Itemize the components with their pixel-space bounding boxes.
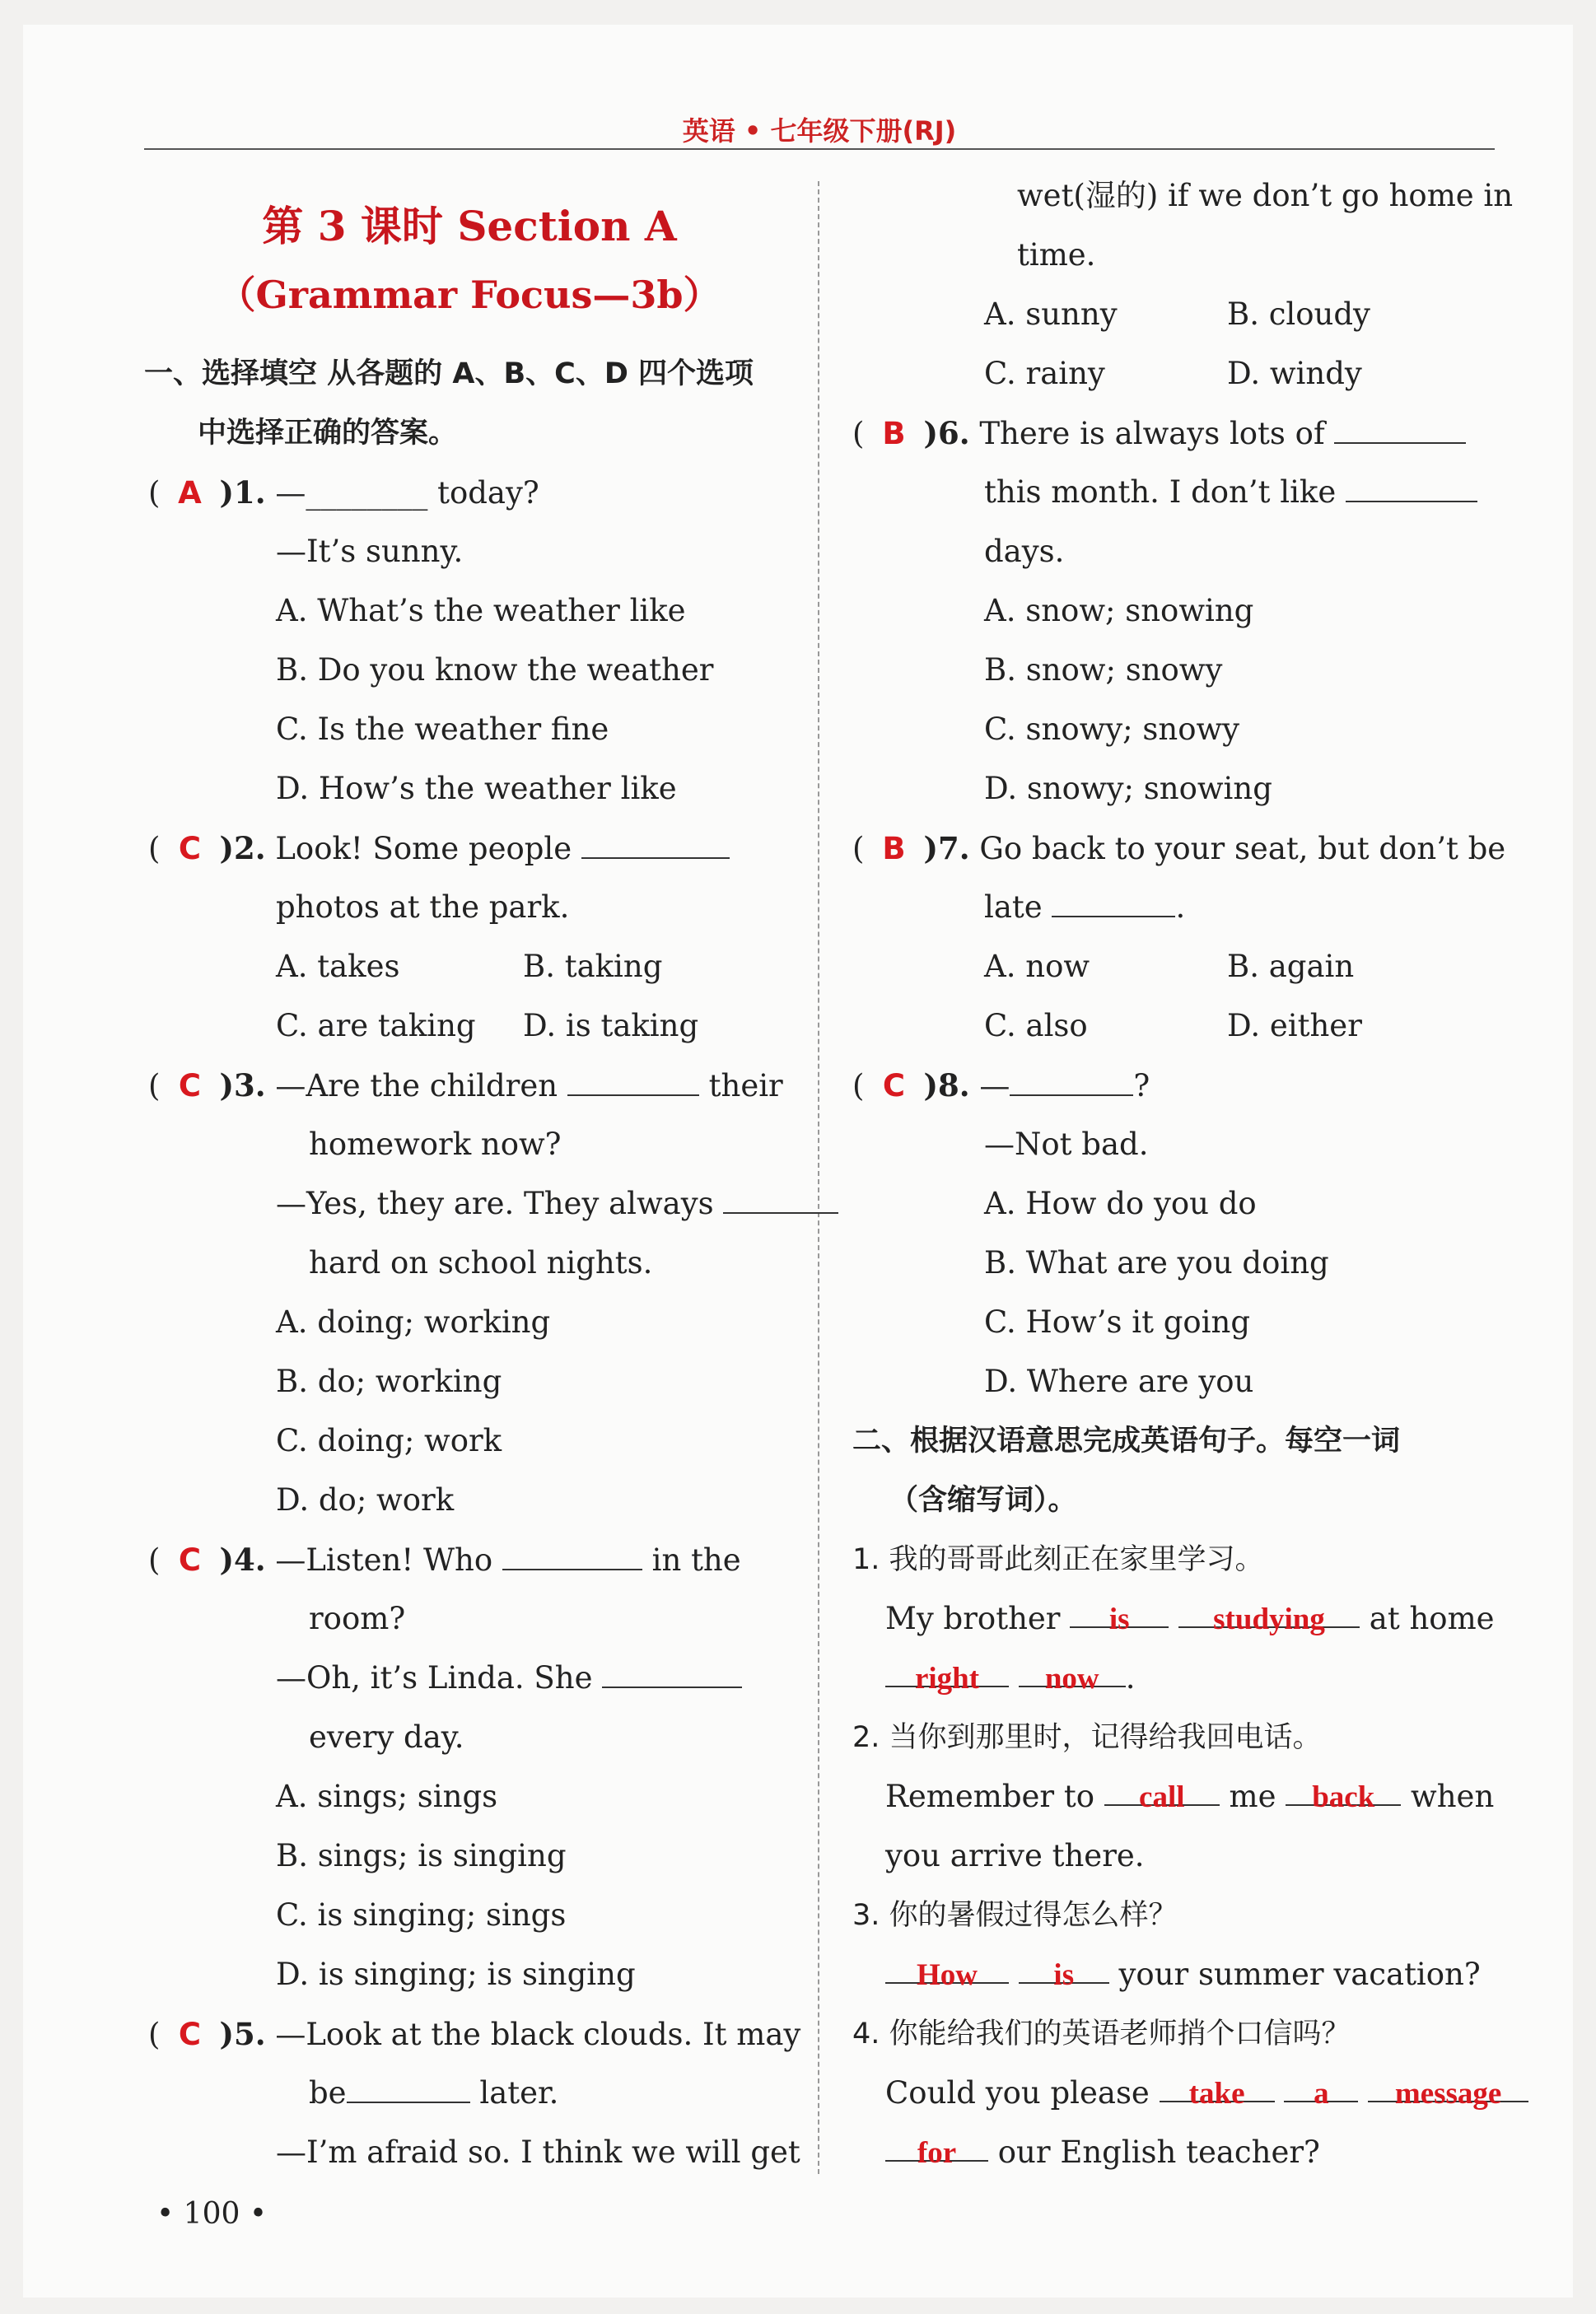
q3-option-a: A. doing; working — [276, 1304, 551, 1340]
q6-blank-1 — [1334, 413, 1466, 444]
header-text: 英语 • 七年级下册(RJ) — [682, 115, 957, 147]
q8-blank — [1010, 1065, 1133, 1096]
q5-answer: C — [178, 2017, 202, 2052]
q7-option-d: D. either — [1227, 1008, 1362, 1043]
column-divider — [818, 181, 819, 2174]
q4-option-a: A. sings; sings — [276, 1779, 498, 1814]
q6-option-a: A. snow; snowing — [984, 593, 1254, 628]
s4-blank-4: for — [885, 2130, 988, 2162]
q5-option-d: D. windy — [1227, 356, 1362, 391]
s2-text-b: me — [1229, 1779, 1276, 1814]
q4-option-d: D. is singing; is singing — [276, 1957, 636, 1992]
q8-option-a: A. How do you do — [984, 1186, 1257, 1221]
q8-option-c: C. How’s it going — [984, 1304, 1251, 1340]
s4-english — [885, 2070, 1528, 2116]
lesson-subtitle: （Grammar Focus—3b） — [217, 273, 721, 317]
q5-option-a: A. sunny — [984, 296, 1118, 332]
q4-stem-cont: room? — [309, 1601, 406, 1636]
q1-option-d: D. How’s the weather like — [276, 771, 677, 806]
s1-blank-4: now — [1019, 1656, 1126, 1687]
s2-english-cont: you arrive there. — [885, 1838, 1145, 1873]
s2-english — [885, 1774, 1494, 1820]
q8-stem: — — [979, 1068, 1010, 1103]
q4-blank-1 — [502, 1539, 642, 1570]
s1-chinese: 1. 我的哥哥此刻正在家里学习。 — [852, 1543, 1264, 1576]
q2-option-c: C. are taking — [276, 1008, 476, 1043]
s1-english — [885, 1596, 1495, 1642]
q3-answer: C — [178, 1068, 202, 1103]
q5-line: ( C )5. —Look at the black clouds. It may — [148, 2011, 800, 2058]
q5-reply-cont-2: time. — [1017, 237, 1096, 273]
s1-blank-2: studying — [1178, 1597, 1360, 1628]
q4-reply-cont: every day. — [309, 1719, 464, 1755]
s4-blank-1: take — [1160, 2071, 1275, 2102]
q1-option-b: B. Do you know the weather — [276, 652, 714, 688]
q1-stem: —________ today? — [275, 475, 539, 511]
page-header — [144, 107, 1495, 150]
q3-option-d: D. do; work — [276, 1482, 455, 1518]
q4-stem-end: in the — [651, 1542, 741, 1578]
q5-stem-be: be — [309, 2075, 347, 2111]
q1-line: ( A )1. —________ today? — [148, 469, 539, 516]
s3-text: your summer vacation? — [1118, 1957, 1481, 1992]
q7-line: ( B )7. Go back to your seat, but don’t be — [852, 825, 1505, 872]
q3-blank-2 — [723, 1183, 838, 1214]
q4-answer: C — [178, 1542, 202, 1578]
q3-line: ( C )3. —Are the children their — [148, 1062, 783, 1109]
q8-stem-end: ? — [1133, 1068, 1150, 1103]
q2-option-a: A. takes — [276, 949, 400, 984]
q3-blank-1 — [567, 1065, 699, 1096]
s3-english — [885, 1952, 1481, 1998]
q2-blank — [581, 828, 730, 859]
q8-option-b: B. What are you doing — [984, 1245, 1329, 1281]
section1-title: 一、选择填空 从各题的 A、B、C、D 四个选项 — [144, 357, 754, 390]
q2-stem-cont: photos at the park. — [276, 889, 570, 925]
q2-option-b: B. taking — [523, 949, 663, 984]
q4-line: ( C )4. —Listen! Who in the — [148, 1537, 741, 1584]
q7-stem-period: . — [1175, 889, 1186, 925]
s4-blank-2: a — [1284, 2071, 1358, 2102]
q4-reply: —Oh, it’s Linda. She — [276, 1660, 593, 1696]
page-number: • 100 • — [156, 2197, 268, 2231]
s4-text-a: Could you please — [885, 2075, 1150, 2111]
q6-stem-cont-2: days. — [984, 534, 1065, 569]
q2-answer: C — [178, 831, 202, 866]
q1-option-a: A. What’s the weather like — [276, 593, 686, 628]
q4-number: )4. — [219, 1542, 266, 1578]
q1-reply: —It’s sunny. — [276, 534, 464, 569]
q5-blank-1 — [347, 2072, 470, 2103]
q3-stem-end: their — [708, 1068, 783, 1103]
q3-reply-cont: hard on school nights. — [309, 1245, 653, 1281]
q8-number: )8. — [923, 1067, 970, 1103]
s1-blank-1: is — [1070, 1597, 1169, 1628]
s3-chinese: 3. 你的暑假过得怎么样？ — [852, 1899, 1178, 1932]
s2-chinese: 2. 当你到那里时，记得给我回电话。 — [852, 1721, 1322, 1754]
q5-reply-cont: wet(湿的) if we don’t go home in — [1017, 178, 1514, 213]
q3-reply-line — [276, 1181, 838, 1227]
q7-option-c: C. also — [984, 1008, 1088, 1043]
q3-option-c: C. doing; work — [276, 1423, 502, 1458]
q5-option-b: B. cloudy — [1227, 296, 1370, 332]
q3-reply: —Yes, they are. They always — [276, 1186, 714, 1221]
q3-option-b: B. do; working — [276, 1364, 502, 1399]
q8-line: ( C )8. — ? — [852, 1062, 1150, 1109]
s2-text-c: when — [1411, 1779, 1495, 1814]
q4-reply-line — [276, 1655, 742, 1701]
s4-chinese: 4. 你能给我们的英语老师捎个口信吗？ — [852, 2018, 1351, 2050]
q6-stem-cont: this month. I don’t like — [984, 474, 1337, 510]
q5-reply: —I’m afraid so. I think we will get — [276, 2134, 800, 2170]
s4-english-cont — [885, 2130, 1320, 2176]
section2-title-cont: （含缩写词）。 — [889, 1484, 1077, 1517]
q7-number: )7. — [923, 830, 970, 866]
s1-text-b: at home — [1369, 1601, 1495, 1636]
s4-text-b: our English teacher? — [997, 2134, 1320, 2170]
s1-english-cont — [885, 1655, 1136, 1701]
s1-text-a: My brother — [885, 1601, 1061, 1636]
q7-option-a: A. now — [984, 949, 1090, 984]
q7-blank — [1052, 886, 1175, 917]
q8-option-d: D. Where are you — [984, 1364, 1254, 1399]
q6-line: ( B )6. There is always lots of — [852, 410, 1466, 457]
q4-blank-2 — [602, 1657, 742, 1688]
q8-reply: —Not bad. — [984, 1127, 1149, 1162]
s1-blank-3: right — [885, 1656, 1009, 1687]
s1-period: . — [1125, 1660, 1136, 1696]
q6-stem: There is always lots of — [979, 416, 1325, 451]
q2-stem: Look! Some people — [275, 831, 572, 866]
q4-stem: —Listen! Who — [275, 1542, 493, 1578]
q3-number: )3. — [219, 1067, 266, 1103]
q5-stem: —Look at the black clouds. It may — [275, 2017, 801, 2052]
section2-title: 二、根据汉语意思完成英语句子。每空一词 — [852, 1425, 1401, 1458]
s4-blank-3: message — [1368, 2071, 1528, 2102]
q6-option-d: D. snowy; snowing — [984, 771, 1272, 806]
q2-line: ( C )2. Look! Some people — [148, 825, 730, 872]
q5-stem-later: later. — [479, 2075, 559, 2111]
section1-title-cont: 中选择正确的答案。 — [198, 417, 458, 450]
q1-option-c: C. Is the weather fine — [276, 711, 609, 747]
q4-option-c: C. is singing; sings — [276, 1897, 567, 1933]
q2-option-d: D. is taking — [523, 1008, 699, 1043]
q7-stem-late: late — [984, 889, 1043, 925]
q7-stem: Go back to your seat, but don’t be — [979, 831, 1506, 866]
q1-answer: A — [178, 475, 202, 511]
lesson-title: 第 3 课时 Section A — [262, 202, 677, 250]
s3-blank-2: is — [1019, 1952, 1109, 1984]
q6-answer: B — [882, 416, 906, 451]
q6-blank-2 — [1346, 471, 1477, 502]
q5-option-c: C. rainy — [984, 356, 1105, 391]
q1-number: )1. — [219, 474, 266, 511]
q3-stem: —Are the children — [275, 1068, 558, 1103]
s3-blank-1: How — [885, 1952, 1009, 1984]
q3-stem-cont: homework now? — [309, 1127, 562, 1162]
q5-stem-cont — [309, 2070, 558, 2116]
q4-option-b: B. sings; is singing — [276, 1838, 567, 1873]
q6-option-c: C. snowy; snowy — [984, 711, 1240, 747]
q5-number: )5. — [219, 2016, 266, 2052]
q2-number: )2. — [219, 830, 266, 866]
q7-answer: B — [882, 831, 906, 866]
s2-blank-1: call — [1104, 1775, 1220, 1806]
q6-stem-cont-line — [984, 469, 1477, 516]
q7-stem-cont — [984, 884, 1185, 931]
s2-blank-2: back — [1286, 1775, 1401, 1806]
s2-text-a: Remember to — [885, 1779, 1094, 1814]
q6-option-b: B. snow; snowy — [984, 652, 1223, 688]
q8-answer: C — [882, 1068, 906, 1103]
q6-number: )6. — [923, 415, 970, 451]
q7-option-b: B. again — [1227, 949, 1355, 984]
